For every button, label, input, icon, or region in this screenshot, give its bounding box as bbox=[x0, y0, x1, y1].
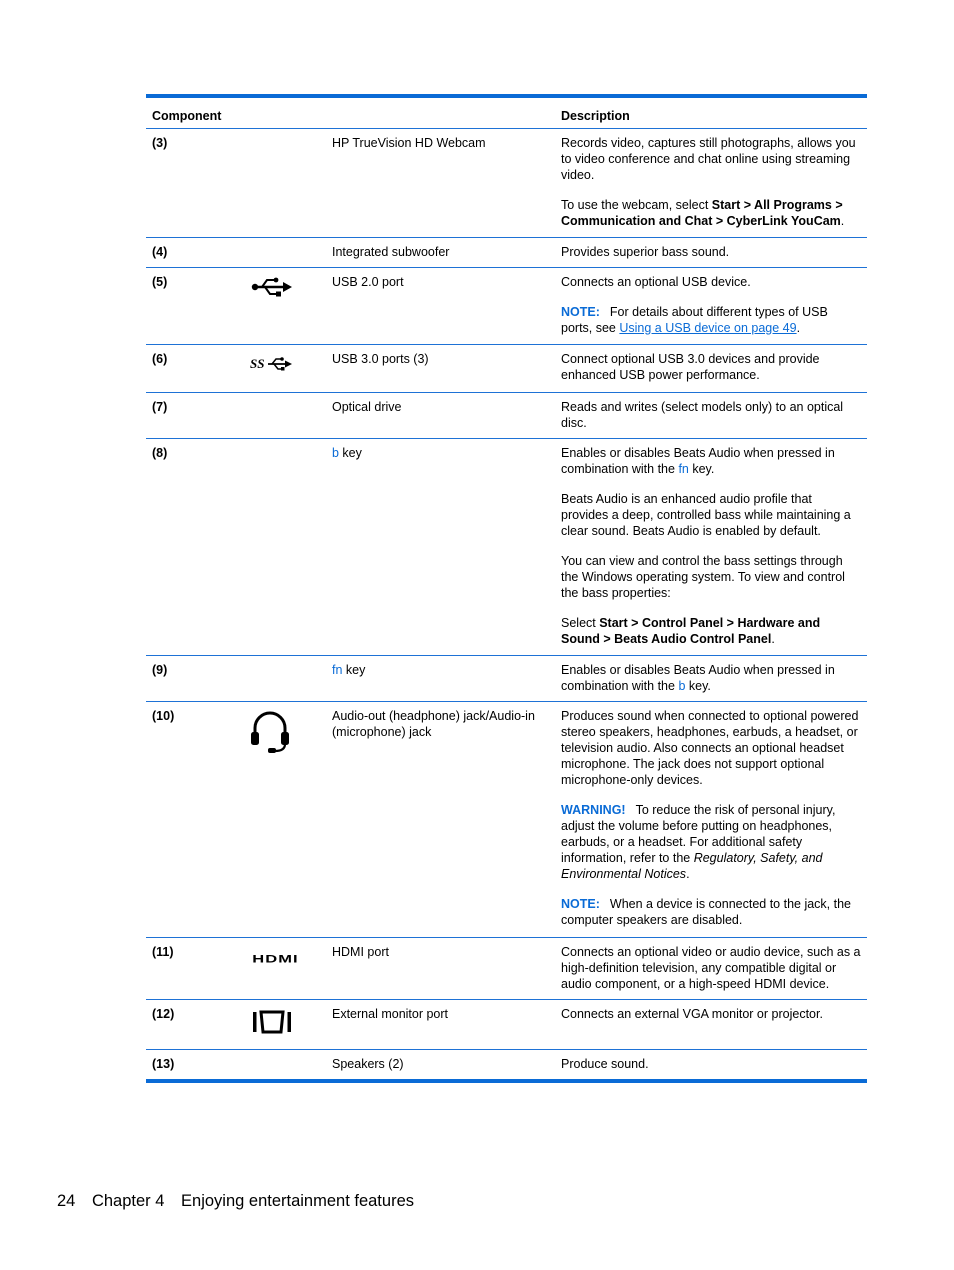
usb-device-link[interactable]: Using a USB device on page 49 bbox=[619, 321, 797, 335]
row-number: (7) bbox=[152, 400, 168, 414]
component-description bbox=[561, 445, 861, 647]
desc-text: . bbox=[771, 632, 775, 646]
component-name: Speakers (2) bbox=[332, 1057, 404, 1071]
table-row bbox=[146, 439, 867, 656]
desc-bold: Start > All Programs > Communication and Chat > CyberLink YouCam bbox=[561, 198, 843, 228]
page-footer bbox=[57, 1192, 426, 1211]
desc-paragraph bbox=[561, 615, 861, 647]
component-name: HDMI port bbox=[332, 945, 389, 959]
row-number: (6) bbox=[152, 352, 168, 366]
row-number: (9) bbox=[152, 663, 168, 677]
row-number: (11) bbox=[152, 945, 174, 959]
component-name: External monitor port bbox=[332, 1007, 449, 1021]
key-suffix: key bbox=[342, 663, 366, 677]
hdmi-logo-text: HDMI bbox=[252, 952, 299, 965]
usb-ss-icon bbox=[250, 353, 308, 393]
desc-bold: Start > Control Panel > Hardware and Sound > Beats Audio Control Panel bbox=[561, 616, 821, 646]
vga-icon bbox=[250, 1008, 308, 1048]
warning-text: To reduce the risk of personal injury, adjust the volume before putting on headphones, earbuds, or a headset. For additional safety information, refer to the bbox=[561, 803, 836, 865]
note-paragraph bbox=[561, 304, 861, 336]
component-name: USB 3.0 ports (3) bbox=[332, 352, 429, 366]
row-number: (8) bbox=[152, 446, 168, 460]
component-name: Optical drive bbox=[332, 400, 402, 414]
svg-text:SS: SS bbox=[250, 356, 265, 371]
desc-text: To use the webcam, select bbox=[561, 198, 712, 212]
hdmi-icon bbox=[250, 946, 308, 986]
component-description bbox=[561, 662, 861, 694]
warning-label: WARNING! bbox=[561, 803, 626, 817]
desc-paragraph: Produces sound when connected to optional powered stereo speakers, headphones, earbuds, a headset, or television audio. Also connects an optional headset microphone. The jack does not support optional microphone-only devices. bbox=[561, 709, 859, 787]
component-description: Connect optional USB 3.0 devices and provide enhanced USB power performance. bbox=[561, 352, 820, 382]
warning-text: . bbox=[686, 867, 690, 881]
note-paragraph bbox=[561, 896, 861, 928]
row-number: (12) bbox=[152, 1007, 175, 1021]
key-name: fn bbox=[332, 663, 343, 677]
component-name: Integrated subwoofer bbox=[332, 245, 450, 259]
table-row bbox=[146, 702, 867, 938]
table-row bbox=[146, 345, 867, 393]
table-header bbox=[146, 98, 867, 129]
row-number: (10) bbox=[152, 709, 175, 723]
row-number: (4) bbox=[152, 245, 168, 259]
table-row bbox=[146, 1000, 867, 1050]
table-row bbox=[146, 1050, 867, 1079]
note-text: . bbox=[796, 321, 801, 335]
headset-icon bbox=[250, 710, 308, 750]
table-row bbox=[146, 393, 867, 439]
component-table bbox=[146, 94, 867, 1083]
desc-paragraph: You can view and control the bass settings through the Windows operating system. To view and control the bass properties: bbox=[561, 554, 845, 600]
component-description: Connects an external VGA monitor or projector. bbox=[561, 1007, 823, 1021]
warning-paragraph bbox=[561, 802, 861, 882]
desc-paragraph bbox=[561, 197, 861, 229]
desc-text: Select bbox=[561, 616, 600, 630]
component-name bbox=[332, 662, 547, 678]
desc-paragraph: Beats Audio is an enhanced audio profile that provides a deep, controlled bass while maintaining a clear sound. Beats Audio is enabled by default. bbox=[561, 492, 851, 538]
component-description: Provides superior bass sound. bbox=[561, 245, 730, 259]
component-description bbox=[561, 708, 861, 928]
warning-italic: Regulatory, Safety, and Environmental Notices bbox=[561, 851, 823, 881]
key-suffix: key bbox=[338, 446, 362, 460]
desc-text: key. bbox=[685, 679, 711, 693]
component-description bbox=[561, 135, 861, 229]
key-name: b bbox=[678, 679, 686, 693]
note-text: For details about different types of USB ports, see bbox=[561, 305, 828, 335]
desc-text: Enables or disables Beats Audio when pressed in combination with the bbox=[561, 663, 835, 693]
table-row bbox=[146, 268, 867, 345]
desc-text: Enables or disables Beats Audio when pressed in combination with the bbox=[561, 446, 835, 476]
table-row bbox=[146, 656, 867, 702]
row-number: (13) bbox=[152, 1057, 175, 1071]
page-number: 24 bbox=[57, 1192, 76, 1210]
component-name: USB 2.0 port bbox=[332, 275, 404, 289]
key-name: fn bbox=[678, 462, 689, 476]
row-number: (5) bbox=[152, 275, 168, 289]
note-text: When a device is connected to the jack, the computer speakers are disabled. bbox=[561, 897, 852, 927]
desc-paragraph: Records video, captures still photographs, allows you to video conference and chat online using streaming video. bbox=[561, 136, 856, 182]
note-label: NOTE: bbox=[561, 305, 600, 319]
component-description bbox=[561, 274, 861, 336]
table-row bbox=[146, 938, 867, 1000]
header-description: Description bbox=[561, 109, 630, 123]
component-name bbox=[332, 445, 547, 461]
key-name: b bbox=[332, 446, 339, 460]
chapter-title: Enjoying entertainment features bbox=[181, 1192, 414, 1210]
component-description: Produce sound. bbox=[561, 1057, 649, 1071]
header-component: Component bbox=[152, 109, 222, 123]
table-row bbox=[146, 238, 867, 268]
row-number: (3) bbox=[152, 136, 168, 150]
desc-paragraph bbox=[561, 445, 861, 477]
usb-icon bbox=[250, 276, 308, 316]
table-row bbox=[146, 129, 867, 238]
component-name: HP TrueVision HD Webcam bbox=[332, 136, 486, 150]
desc-paragraph: Connects an optional USB device. bbox=[561, 275, 751, 289]
component-description: Reads and writes (select models only) to an optical disc. bbox=[561, 400, 844, 430]
chapter-label: Chapter 4 bbox=[91, 1192, 165, 1210]
component-description: Connects an optional video or audio device, such as a high-definition television, any compatible digital or audio component, or a high-speed HDMI device. bbox=[561, 945, 861, 991]
note-label: NOTE: bbox=[561, 897, 600, 911]
desc-text: . bbox=[840, 214, 845, 228]
desc-text: key. bbox=[688, 462, 715, 476]
component-name: Audio-out (headphone) jack/Audio-in (microphone) jack bbox=[332, 709, 535, 739]
